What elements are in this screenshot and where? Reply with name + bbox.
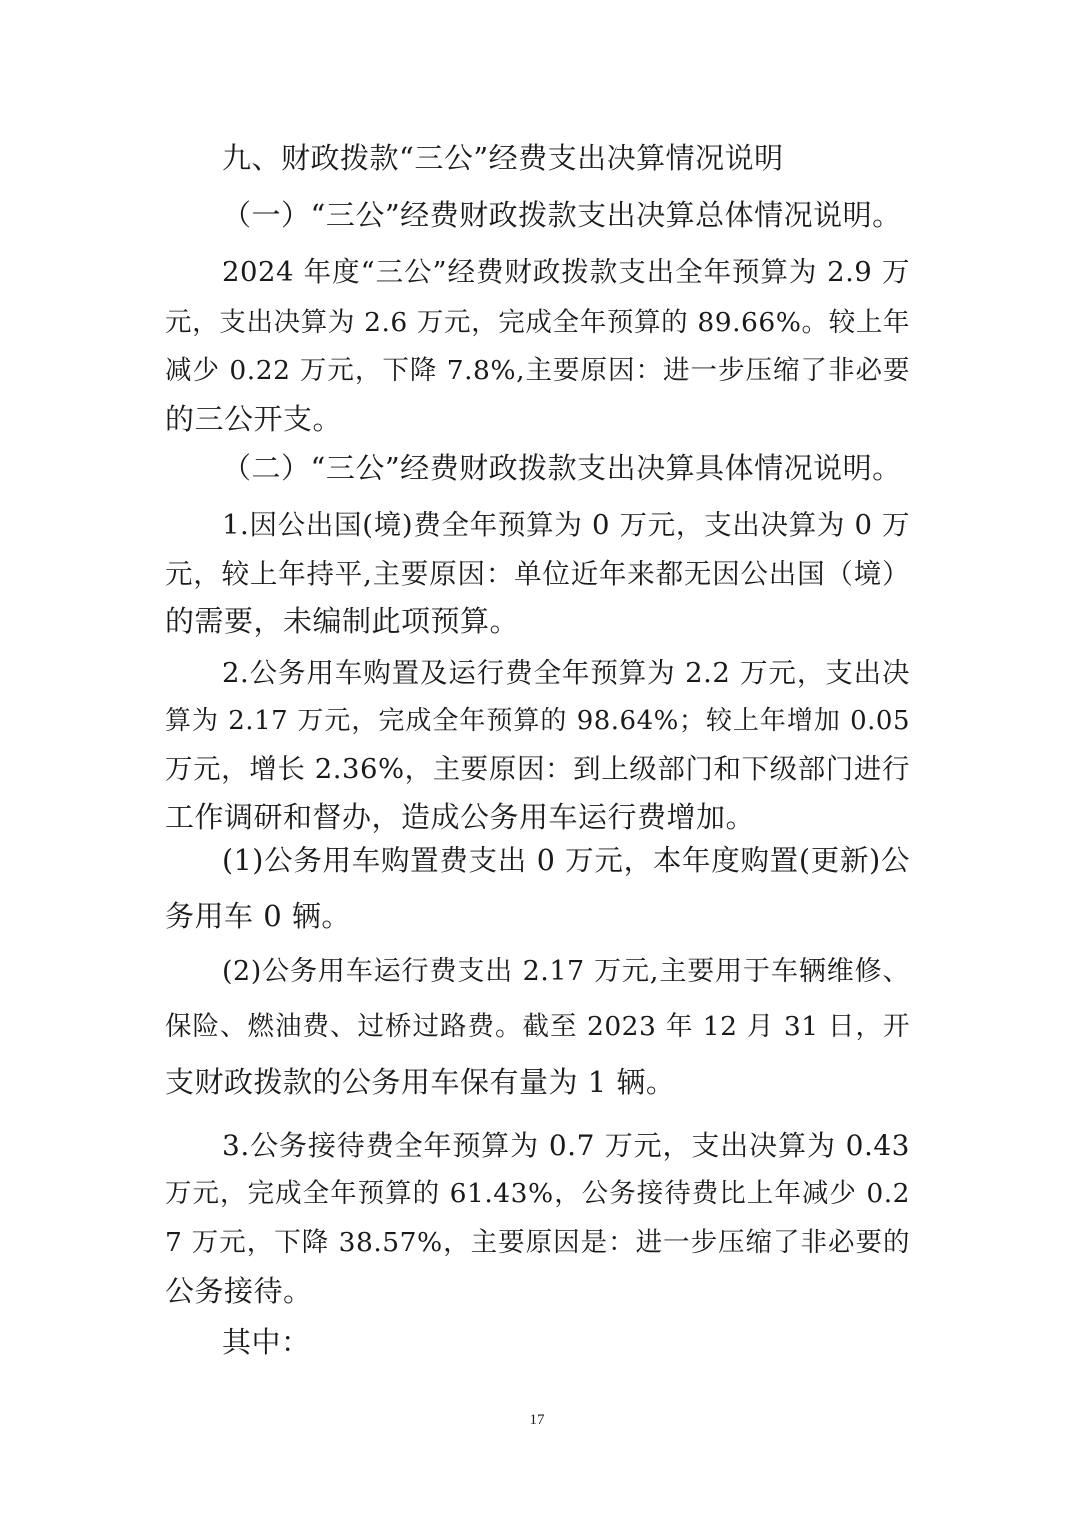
- paragraph-line: 3.公务接待费全年预算为 0.7 万元，支出决算为 0.43: [222, 1129, 910, 1162]
- paragraph-line: 工作调研和督办，造成公务用车运行费增加。: [165, 800, 756, 834]
- paragraph-line: 2.公务用车购置及运行费全年预算为 2.2 万元，支出决: [222, 657, 910, 689]
- paragraph-line: 7 万元，下降 38.57%，主要原因是：进一步压缩了非必要的: [165, 1227, 910, 1258]
- paragraph-line: 1.因公出国(境)费全年预算为 0 万元，支出决算为 0 万: [222, 509, 910, 541]
- section-heading: （一）“三公”经费财政拨款支出决算总体情况说明。: [222, 198, 902, 232]
- paragraph-line: 元，支出决算为 2.6 万元，完成全年预算的 89.66%。较上年: [165, 307, 910, 338]
- paragraph-line: 万元，增长 2.36%，主要原因：到上级部门和下级部门进行: [165, 753, 910, 785]
- paragraph-line: 万元，完成全年预算的 61.43%，公务接待费比上年减少 0.2: [165, 1178, 910, 1209]
- paragraph-line: 支财政拨款的公务用车保有量为 1 辆。: [165, 1065, 676, 1099]
- paragraph-line: 算为 2.17 万元，完成全年预算的 98.64%；较上年增加 0.05: [165, 706, 910, 736]
- paragraph-line: 其中：: [222, 1325, 311, 1359]
- section-heading: 九、财政拨款“三公”经费支出决算情况说明: [222, 141, 784, 175]
- paragraph-line: 务用车 0 辆。: [165, 899, 351, 933]
- paragraph-line: (2)公务用车运行费支出 2.17 万元,主要用于车辆维修、: [222, 956, 910, 987]
- paragraph-line: 元，较上年持平,主要原因：单位近年来都无因公出国（境）: [165, 558, 910, 590]
- paragraph-line: 的需要，未编制此项预算。: [165, 604, 520, 638]
- section-heading: （二）“三公”经费财政拨款支出决算具体情况说明。: [222, 451, 902, 485]
- paragraph-line: 公务接待。: [165, 1274, 313, 1308]
- paragraph-line: 减少 0.22 万元，下降 7.8%,主要原因：进一步压缩了非必要: [165, 355, 910, 386]
- paragraph-line: (1)公务用车购置费支出 0 万元，本年度购置(更新)公: [222, 844, 910, 877]
- paragraph-line: 的三公开支。: [165, 402, 343, 436]
- paragraph-line: 保险、燃油费、过桥过路费。截至 2023 年 12 月 31 日，开: [165, 1011, 910, 1042]
- page-number: 17: [529, 1412, 545, 1428]
- paragraph-line: 2024 年度“三公”经费财政拨款支出全年预算为 2.9 万: [222, 256, 910, 288]
